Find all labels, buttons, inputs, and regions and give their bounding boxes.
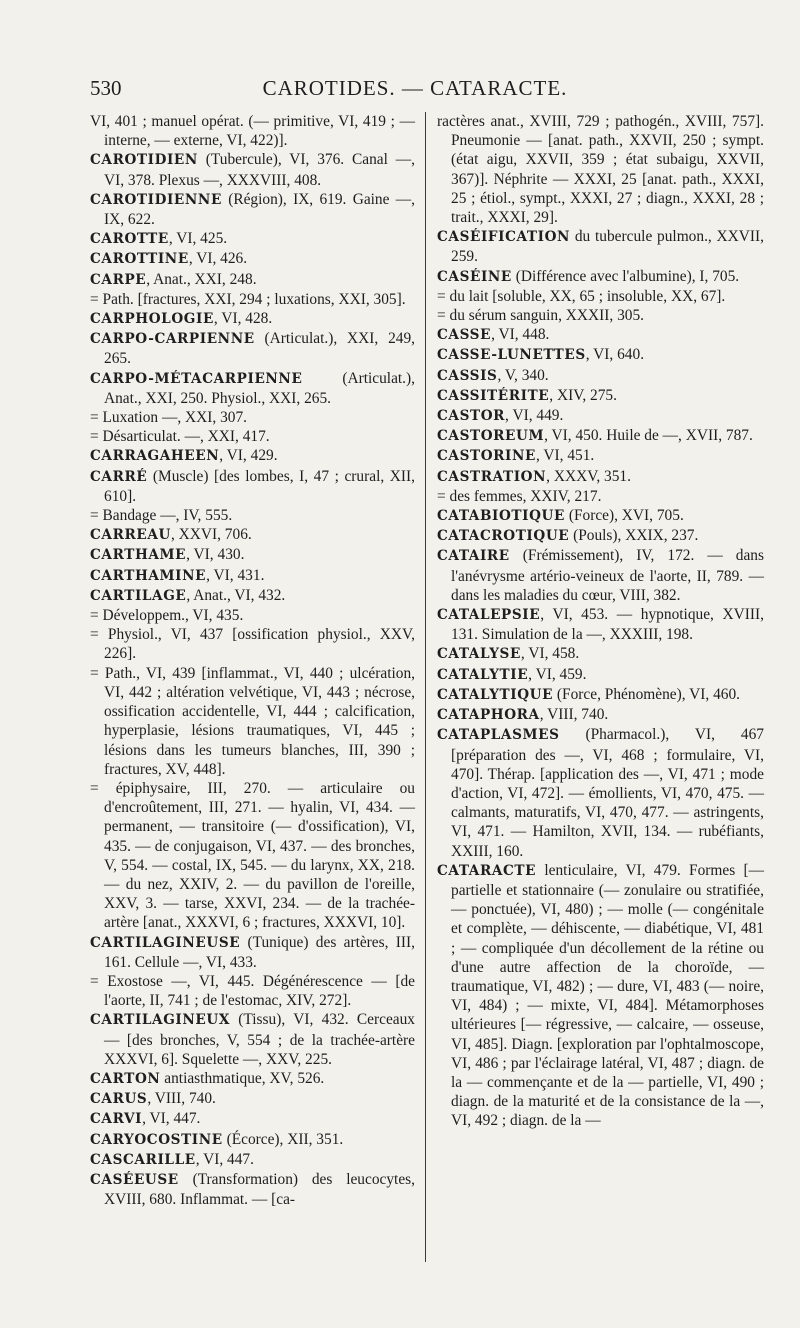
entry-headword: CASÉINE [437,268,512,285]
index-entry [90,467,415,506]
index-entry [90,525,415,545]
index-entry [90,606,415,625]
index-entry [437,526,764,546]
index-entry [90,933,415,972]
entry-headword: CARTHAMINE [90,567,207,584]
index-entry [437,467,764,487]
entry-headword: CATABIOTIQUE [437,508,565,525]
entry-headword: CAROTIDIENNE [90,191,222,208]
entry-text: , XIV, 275. [549,386,617,404]
index-entry [437,685,764,705]
index-entry [90,112,415,150]
entry-text: , VI, 430. [186,546,245,564]
entry-text: = épiphysaire, III, 270. — articulaire ou d'encroûtement, III, 271. — hyalin, VI, 434. — permanent, — transitoire (— d'ossification), VI, 435. — de conjugaison, VI, 437. — des bronches, V, 554. — costal, IX, 545. — du larynx, XX, 218. — du nez, XXIV, 2. — du pavillon de l'oreille, XXV, 3. — tarse, XXVI, 234. — de la trachée-artère [anat., XXXVI, 6 ; fractures, XXXVI, 10]. [90,779,415,932]
entry-text: , V, 340. [497,366,549,384]
index-entry [90,1069,415,1089]
entry-text: , VI, 450. Huile de —, XVII, 787. [544,427,753,445]
entry-headword: CARTILAGE [90,587,187,604]
entry-text: = des femmes, XXIV, 217. [437,487,602,505]
entry-headword: CARPO-MÉTACARPIENNE [90,370,303,387]
entry-headword: CASÉEUSE [90,1171,179,1188]
index-entry [90,1010,415,1069]
entry-headword: CATALYTIE [437,666,529,683]
index-entry [90,249,415,269]
entry-text: = Luxation —, XXI, 307. [90,409,248,427]
index-entry [90,270,415,290]
entry-text: (Articulat.), XXI, 249, 265. [104,330,415,368]
entry-text: (Tissu), VI, 432. Cerceaux — [des bronches, V, 554 ; de la trachée-artère XXXVI, 6]. Squelette —, XXV, 225. [104,1011,415,1068]
entry-text: , Anat., XXI, 248. [146,270,257,288]
index-entry [90,309,415,329]
entry-headword: CARRAGAHEEN [90,448,220,465]
index-entry [90,150,415,189]
index-entry [437,267,764,287]
entry-text: du tubercule pulmon., XXVII, 259. [451,228,764,266]
entry-text: (Frémissement), IV, 172. — dans l'anévrysme artério-veineux de l'aorte, II, 789. — dans les maladies du cœur, VIII, 382. [451,547,764,604]
entry-headword: CASTOREUM [437,428,545,445]
index-entry [437,705,764,725]
entry-text: (Articulat.), Anat., XXI, 250. Physiol., XXI, 265. [104,369,415,407]
entry-text: (Région), IX, 619. Gaine —, IX, 622. [104,190,415,229]
index-entry [437,306,764,325]
entry-headword: CARTILAGINEUX [90,1012,230,1029]
entry-headword: CATALEPSIE [437,607,541,624]
entry-headword: CARTON [90,1070,161,1087]
index-entry [90,427,415,446]
index-entry [90,506,415,525]
entry-text: (Muscle) [des lombes, I, 47 ; crural, XII, 610]. [104,467,415,505]
entry-text: = Désarticulat. —, XXI, 417. [90,428,270,446]
index-entry [437,366,764,386]
index-entry [90,1150,415,1170]
entry-headword: CARTHAME [90,547,187,564]
entry-headword: CAROTTINE [90,251,189,268]
index-entry [90,545,415,565]
index-entry [437,605,764,644]
entry-headword: CAROTIDIEN [90,152,198,169]
entry-text: VI, 401 ; manuel opérat. (— primitive, VI, 419 ; — interne, — externe, VI, 422)]. [90,113,415,150]
entry-headword: CASSE-LUNETTES [437,347,586,364]
entry-headword: CARUS [90,1091,148,1108]
index-entry [90,566,415,586]
entry-text: = Exostose —, VI, 445. Dégénérescence — [de l'aorte, II, 741 ; de l'estomac, XIV, 272]. [90,972,415,1010]
index-entry [437,406,764,426]
index-entry [437,386,764,406]
left-column [90,112,415,1209]
entry-headword: CATALYSE [437,646,521,663]
running-title: CAROTIDES. — CATARACTE. [262,76,568,100]
index-entry [90,229,415,249]
index-entry [90,625,415,663]
entry-headword: CARRÉ [90,468,148,485]
entry-headword: CATARACTE [437,862,537,879]
entry-headword: CASTORINE [437,448,536,465]
entry-headword: CASTRATION [437,468,547,485]
index-entry [437,506,764,526]
entry-text: , VI, 458. [520,645,580,663]
entry-text: (Tubercule), VI, 376. Canal —, VI, 378. Plexus —, XXXVIII, 408. [104,151,415,189]
entry-headword: CASSITÉRITE [437,387,550,404]
entry-text: (Tunique) des artères, III, 161. Cellule —, VI, 433. [104,933,415,971]
entry-text: , VIII, 740. [539,706,609,724]
index-entry [90,369,415,408]
entry-text: (Transformation) des leucocytes, XVIII, 680. Inflammat. — [ca- [104,1170,415,1209]
index-entry [90,1089,415,1109]
index-entry [437,487,764,506]
index-entry [90,1130,415,1150]
entry-text: , VI, 459. [528,665,587,683]
index-entry [90,972,415,1010]
index-entry [90,779,415,933]
index-entry [90,1170,415,1209]
index-entry [437,325,764,345]
right-column [437,112,764,1131]
entry-text: , VI, 425. [168,230,228,248]
column-divider [425,112,426,1262]
index-entry [437,546,764,605]
index-entry [437,345,764,365]
entry-text: , VI, 447. [195,1150,254,1168]
entry-text: , XXXV, 351. [546,467,631,485]
entry-text: , VI, 447. [142,1110,201,1128]
index-entry [437,665,764,685]
entry-headword: CARVI [90,1111,143,1128]
entry-text: = Path., VI, 439 [inflammat., VI, 440 ; ulcération, VI, 442 ; altération velvétique, VI, 443 ; nécrose, ossification accidentelle, VI, 444 ; calcification, hyperplasie, lésions traumatiques, VI, 445 ; lésions dans les tumeurs blanches, III, 390 ; fractures, XV, 448]. [90,664,415,778]
entry-headword: CASSE [437,327,492,344]
entry-headword: CARPE [90,271,147,288]
entry-text: lenticulaire, VI, 479. Formes [— partielle et stationnaire (— zonulaire ou stratifiée, — ponctuée), VI, 480) ; — molle (— congénitale et complète, — déhiscente, — diabétique, VI, 481 ; — compliquée d'un décollement de la rétine ou d'une autre affection de la choroïde, — traumatique, VI, 482) ; — dure, VI, 483 (— noire, VI, 484) ; — mixte, VI, 484]. Métamorphoses ultérieures [— régressive, — calcaire, — osseuse, VI, 485]. Diagn. [exploration par l'ophtalmoscope, VI, 486 ; par l'éclairage latéral, VI, 487 ; diagn. de la — commençante et de la — partielle, VI, 490 ; diagn. de la maturité et de la consistance de la —, VI, 492 ; diagn. de la — [451,861,764,1130]
entry-text: , VIII, 740. [147,1090,216,1108]
entry-text: , VI, 431. [206,566,265,584]
index-entry [90,664,415,779]
entry-headword: CATAPLASMES [437,727,560,744]
index-entry [437,112,764,227]
index-entry [90,190,415,229]
index-entry [437,227,764,266]
index-entry [437,861,764,1131]
entry-text: , VI, 429. [219,447,278,465]
index-entry [437,644,764,664]
entry-text: = Développem., VI, 435. [90,607,244,625]
entry-text: (Écorce), XII, 351. [222,1130,344,1148]
entry-headword: CARPO-CARPIENNE [90,331,255,348]
entry-text: , VI, 453. — hypnotique, XVIII, 131. Simulation de la —, XXXIII, 198. [451,606,764,644]
entry-text: , VI, 640. [585,346,645,364]
index-entry [437,725,764,860]
index-entry [437,287,764,306]
entry-headword: CARYOCOSTINE [90,1131,223,1148]
entry-text: ractères anat., XVIII, 729 ; pathogén., XVIII, 757]. Pneumonie — [anat. path., XXVII, 250 ; sympt. (état aigu, XXVII, 359 ; état subaigu, XXVII, 367)]. Néphrite — XXXI, 25 [anat. path., XXXI, 25 ; étiol., sympt., XXXI, 27 ; diagn., XXXI, 28 ; trait., XXXI, 29]. [437,113,764,227]
entry-text: , VI, 426. [188,250,248,268]
entry-text: (Force, Phénomène), VI, 460. [553,685,741,703]
index-entry [90,290,415,309]
entry-text: , VI, 428. [213,310,273,328]
entry-text: = Bandage —, IV, 555. [90,507,233,525]
entry-text: , Anat., VI, 432. [186,586,286,604]
entry-text: (Pharmacol.), VI, 467 [préparation des —, VI, 468 ; formulaire, VI, 470]. Thérap. [application des —, VI, 471 ; mode d'action, VI, 472]. — émollients, VI, 470, 475. — calmants, maturatifs, VI, 470, 477. — astringents, VI, 471. — Hamilton, XVII, 134. — rubéfiants, XXIII, 160. [451,726,764,860]
entry-text: = Path. [fractures, XXI, 294 ; luxations, XXI, 305]. [90,290,406,308]
entry-text: = Physiol., VI, 437 [ossification physiol., XXV, 226]. [90,626,415,663]
entry-headword: CASÉIFICATION [437,229,571,246]
entry-text: antiasthmatique, XV, 526. [160,1069,325,1087]
index-entry [90,446,415,466]
entry-headword: CARREAU [90,527,171,544]
entry-text: , XXVI, 706. [170,526,252,544]
entry-text: (Force), XVI, 705. [564,507,684,525]
entry-headword: CASSIS [437,367,498,384]
entry-text: (Différence avec l'albumine), I, 705. [511,267,740,285]
index-entry [90,1109,415,1129]
entry-headword: CARPHOLOGIE [90,311,214,328]
entry-headword: CATAIRE [437,548,510,565]
index-entry [437,446,764,466]
entry-text: , VI, 448. [491,326,550,344]
page-header [90,76,740,106]
entry-text: (Pouls), XXIX, 237. [569,527,699,545]
entry-text: = du lait [soluble, XX, 65 ; insoluble, XX, 67]. [437,287,726,305]
entry-headword: CASTOR [437,408,506,425]
index-entry [90,329,415,368]
entry-text: = du sérum sanguin, XXXII, 305. [437,307,645,325]
entry-headword: CATACROTIQUE [437,528,570,545]
entry-headword: CAROTTE [90,231,169,248]
index-entry [90,408,415,427]
index-entry [90,586,415,606]
entry-text: , VI, 449. [505,407,564,425]
index-entry [437,426,764,446]
entry-text: , VI, 451. [535,447,595,465]
page-number: 530 [90,76,122,100]
entry-headword: CATALYTIQUE [437,686,554,703]
entry-headword: CATAPHORA [437,707,540,724]
entry-headword: CASCARILLE [90,1151,196,1168]
entry-headword: CARTILAGINEUSE [90,934,241,951]
